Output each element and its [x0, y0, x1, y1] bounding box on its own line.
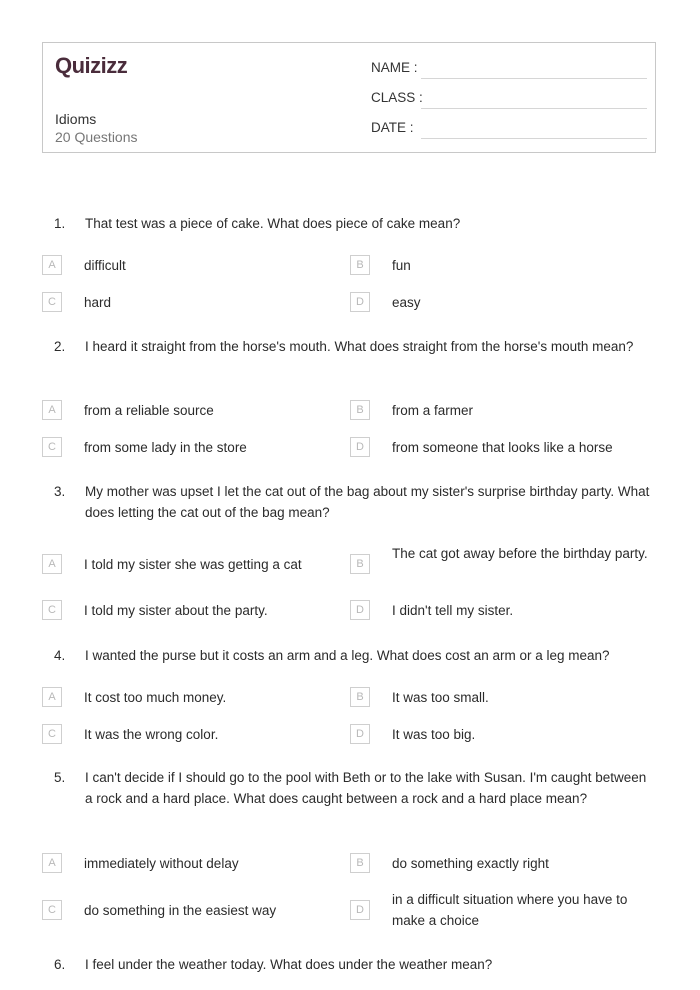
option-letter-box: A: [42, 853, 62, 873]
question-number: 3.: [54, 484, 66, 499]
date-label: DATE :: [371, 120, 414, 135]
option-text: easy: [392, 295, 421, 310]
option-text: It was too small.: [392, 690, 489, 705]
option-letter-box: B: [350, 554, 370, 574]
date-field[interactable]: [371, 120, 647, 140]
option-letter-box: D: [350, 292, 370, 312]
option-letter-box: B: [350, 687, 370, 707]
q3-option-b[interactable]: [350, 546, 656, 576]
option-text: I didn't tell my sister.: [392, 603, 514, 618]
worksheet-header: [42, 42, 656, 153]
option-text: I told my sister about the party.: [84, 603, 268, 618]
option-letter-box: C: [42, 724, 62, 744]
question-count: 20 Questions: [55, 129, 138, 145]
q1-option-b[interactable]: [350, 255, 656, 277]
q4-option-a[interactable]: [42, 687, 342, 709]
option-letter-box: C: [42, 600, 62, 620]
option-text: from a reliable source: [84, 403, 214, 418]
question-number: 2.: [54, 339, 66, 354]
q3-option-a[interactable]: [42, 554, 342, 576]
question-number: 6.: [54, 957, 66, 972]
option-text: I told my sister she was getting a cat: [84, 557, 302, 572]
option-letter-box: B: [350, 853, 370, 873]
option-letter-box: A: [42, 400, 62, 420]
quizizz-logo: Quizizz: [55, 53, 128, 78]
q5-option-c[interactable]: [42, 900, 342, 922]
question-text: I heard it straight from the horse's mouth. What does straight from the horse's mouth mean?: [85, 339, 634, 354]
q3-option-d[interactable]: [350, 600, 656, 622]
question-number: 1.: [54, 216, 66, 231]
option-text: do something in the easiest way: [84, 903, 277, 918]
option-letter-box: A: [42, 554, 62, 574]
q1-option-a[interactable]: [42, 255, 342, 277]
option-text: from some lady in the store: [84, 440, 247, 455]
option-letter-box: D: [350, 600, 370, 620]
question-text: I feel under the weather today. What does under the weather mean?: [85, 957, 493, 972]
worksheet-title: Idioms: [55, 111, 97, 127]
option-text: It was the wrong color.: [84, 727, 219, 742]
q2-option-a[interactable]: [42, 400, 342, 422]
q5-option-d[interactable]: [350, 892, 656, 928]
option-text: from someone that looks like a horse: [392, 440, 613, 455]
option-text: immediately without delay: [84, 856, 239, 871]
option-letter-box: C: [42, 292, 62, 312]
class-label: CLASS :: [371, 90, 423, 105]
option-letter-box: D: [350, 724, 370, 744]
option-text: The cat got away before the birthday party.: [392, 546, 648, 561]
option-letter-box: A: [42, 687, 62, 707]
question-text: I wanted the purse but it costs an arm and a leg. What does cost an arm or a leg mean?: [85, 648, 610, 663]
q2-option-d[interactable]: [350, 437, 656, 459]
option-text: hard: [84, 295, 112, 310]
option-text: in a difficult situation where you have to make a choice: [392, 892, 628, 928]
q4-option-c[interactable]: [42, 724, 342, 746]
q5-option-b[interactable]: [350, 853, 656, 875]
class-line: [421, 108, 647, 109]
name-line: [421, 78, 647, 79]
option-text: It was too big.: [392, 727, 476, 742]
q4-option-b[interactable]: [350, 687, 656, 709]
date-line: [421, 138, 647, 139]
option-text: from a farmer: [392, 403, 474, 418]
option-text: do something exactly right: [392, 856, 549, 871]
q5-option-a[interactable]: [42, 853, 342, 875]
option-letter-box: A: [42, 255, 62, 275]
option-letter-box: D: [350, 437, 370, 457]
question-text: My mother was upset I let the cat out of the bag about my sister's surprise birthday party. What does letting the cat out of the bag mean?: [85, 484, 650, 520]
q1-option-c[interactable]: [42, 292, 342, 314]
name-label: NAME :: [371, 60, 418, 75]
option-text: difficult: [84, 258, 126, 273]
question-text: I can't decide if I should go to the pool with Beth or to the lake with Susan. I'm caught between a rock and a hard place. What does caught between a rock and a hard place mean?: [85, 770, 647, 806]
q2-option-b[interactable]: [350, 400, 656, 422]
q2-option-c[interactable]: [42, 437, 342, 459]
option-text: It cost too much money.: [84, 690, 227, 705]
question-text: That test was a piece of cake. What does piece of cake mean?: [85, 216, 461, 231]
option-letter-box: B: [350, 400, 370, 420]
option-letter-box: B: [350, 255, 370, 275]
option-letter-box: C: [42, 437, 62, 457]
option-text: fun: [392, 258, 411, 273]
option-letter-box: D: [350, 900, 370, 920]
q4-option-d[interactable]: [350, 724, 656, 746]
question-number: 5.: [54, 770, 66, 785]
question-number: 4.: [54, 648, 66, 663]
option-letter-box: C: [42, 900, 62, 920]
q3-option-c[interactable]: [42, 600, 342, 622]
class-field[interactable]: [371, 90, 647, 110]
name-field[interactable]: [371, 60, 647, 80]
q1-option-d[interactable]: [350, 292, 656, 314]
